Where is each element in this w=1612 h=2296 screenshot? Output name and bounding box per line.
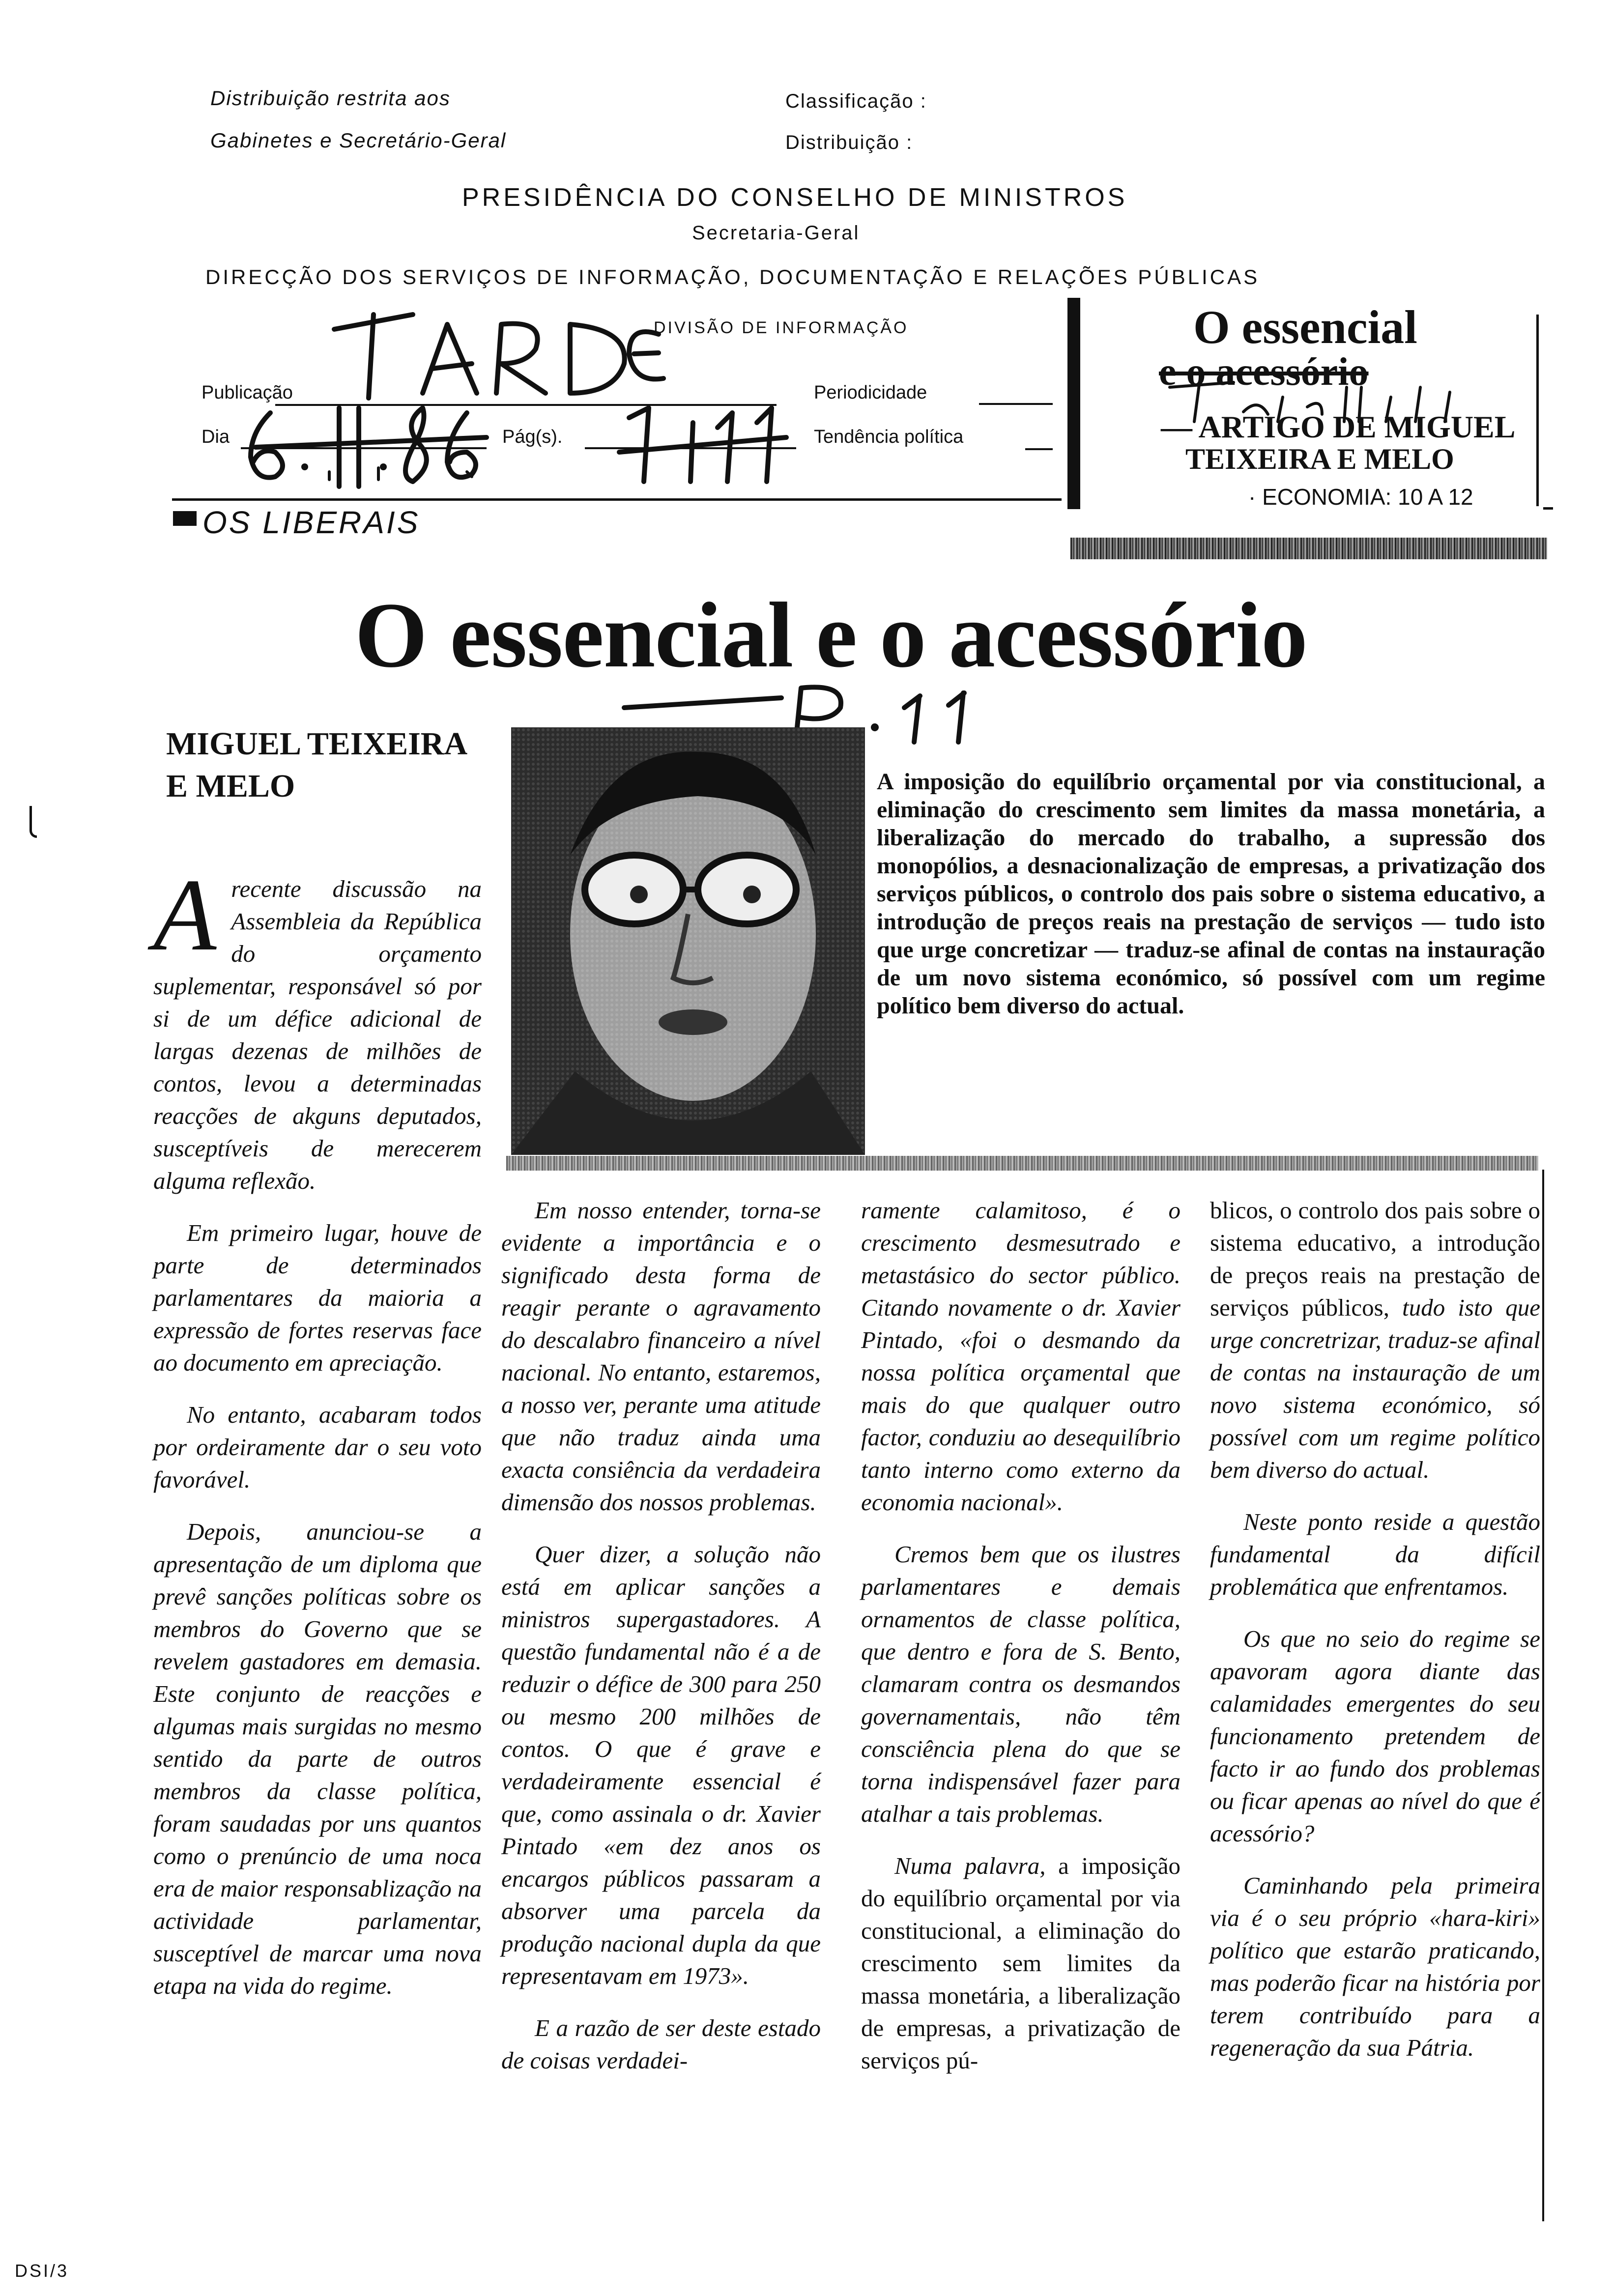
publication-label: Publicação (202, 382, 293, 403)
clipping-section: · ECONOMIA: 10 A 12 (1248, 484, 1473, 510)
paragraph: Em nosso entender, torna-se evidente a importância e o significado desta forma de reagir perante o agravamento do descalabro financeiro a nível nacional. No entanto, estaremos, a nosso ver, perante uma atitude que não traduz ainda uma exacta consiência da verdadeira dimensão dos nossos problemas. (501, 1197, 821, 1516)
directorate-heading: DIRECÇÃO DOS SERVIÇOS DE INFORMAÇÃO, DOCUMENTAÇÃO E RELAÇÕES PÚBLICAS (205, 265, 1260, 288)
article-lead: A imposição do equilíbrio orçamental por via constitucional, a eliminação do crescimento sem limites da massa monetária, a liberalização do mercado do trabalho, a supressão dos monopólios, a desnacionalização de empresas, a privatização dos serviços públicos, o controlo dos pais sobre o sistema educativo, a introdução de preços reais na prestação de serviços — tudo isto que urge concretizar — traduz-se afinal de contas na instauração de um novo sistema económico, só possível com um regime político bem diverso do actual. (877, 769, 1545, 1019)
article-column-3 (861, 1194, 1180, 2096)
clipping-byline-line2: TEIXEIRA E MELO (1185, 443, 1454, 475)
restriction-note-line2: Gabinetes e Secretário-Geral (210, 129, 507, 152)
distribution-label: Distribuição : (785, 132, 913, 153)
section-tag: OS LIBERAIS (202, 505, 420, 540)
political-trend-field-line (1025, 448, 1053, 450)
paragraph: Arecente discussão na Assembleia da República do orçamento suplementar, responsável só por si de um défice adicional de largas dezenas de milhões de contos, levou a determinadas reacções de akguns deputados, susceptíveis de merecerem alguma reflexão. (153, 858, 482, 1194)
pages-label: Pág(s). (502, 427, 563, 447)
periodicity-field-line (979, 403, 1053, 405)
paragraph: No entanto, acabaram todos por ordeiramente dar o seu voto favorável. (153, 1401, 482, 1493)
headline: O essencial e o acessório (355, 584, 1307, 687)
author-photo (511, 727, 865, 1155)
article-column-2 (501, 1194, 821, 2096)
periodicity-label: Periodicidade (814, 382, 927, 403)
paragraph: Em primeiro lugar, houve de parte de determinados parlamentares da maioria a expressão de fortes reservas face ao documento em apreciação. (153, 1219, 482, 1376)
paragraph: Neste ponto reside a questão fundamental da difícil problemática que enfrentamos. (1210, 1508, 1540, 1600)
handwritten-pages (609, 398, 796, 487)
clipping-right-rule (1536, 315, 1539, 506)
political-trend-label: Tendência política (814, 427, 964, 447)
paragraph: blicos, o controlo dos pais sobre o sistema educativo, a introdução de preços reais na prestação de serviços públicos, tudo isto que urge concretrizar, traduz-se afinal de contas na instauração de um novo sistema económico, só possível com um regime político bem diverso do actual. (1210, 1197, 1540, 1483)
paragraph: Os que no seio do regime se apavoram agora diante das calamidades emergentes do seu funcionamento pretendem de facto ir ao fundo dos problemas ou ficar apenas ao nível do que é acessório? (1210, 1625, 1540, 1847)
section-tag-icon (173, 511, 197, 526)
paragraph: E a razão de ser deste estado de coisas verdadei- (501, 2014, 821, 2074)
article-column-4 (1210, 1194, 1540, 2084)
top-rule (172, 498, 1062, 501)
paragraph: Numa palavra, a imposição do equilíbrio orçamental por via constitucional, a eliminação do crescimento sem limites da massa monetária, a liberalização de empresas, a privatização de serviços pú- (861, 1852, 1181, 2074)
document-code: DSI/3 (15, 2261, 69, 2281)
author-name-line2: E MELO (166, 768, 295, 804)
secretariat-heading: Secretaria-Geral (692, 222, 860, 244)
photo-caption-band (506, 1156, 1538, 1171)
paragraph: Depois, anunciou-se a apresentação de um diploma que prevê sanções políticas sobre os membros do Governo que se revelem gastadores em demasia. Este conjunto de reacções e algumas mais surgidas no mesmo sentido da parte de outros membros da classe política, foram saudadas por uns quantos como o prenúncio de uma noca era de maior responsablização na actividade parlamentar, susceptível de marcar uma nova etapa na vida do regime. (153, 1518, 482, 1999)
division-heading: DIVISÃO DE INFORMAÇÃO (654, 318, 909, 337)
article-right-rule (1542, 1170, 1544, 2221)
presidency-heading: PRESIDÊNCIA DO CONSELHO DE MINISTROS (462, 183, 1128, 212)
clipping-byline-line1: — ARTIGO DE MIGUEL (1161, 409, 1516, 444)
paragraph: Caminhando pela primeira via é o seu próprio «hara-kiri» político que estarão praticando, mas poderão ficar na história por terem contribuído para a regeneração da sua Pátria. (1210, 1872, 1540, 2061)
clipping-title-line1: O essencial (1193, 301, 1417, 353)
day-label: Dia (202, 427, 230, 447)
author-name-line1: MIGUEL TEIXEIRA (166, 726, 468, 762)
clipping-corner-mark (1543, 507, 1553, 510)
header-texture-band (1070, 538, 1547, 559)
paragraph: ramente calamitoso, é o crescimento desmesutrado e metastásico do sector público. Citando novamente o dr. Xavier Pintado, «foi o desmando da nossa política orçamental que mais do que qualquer outro factor, conduziu ao desequilíbrio tanto interno como externo da economia nacional». (861, 1197, 1180, 1516)
paragraph: Quer dizer, a solução não está em aplicar sanções a ministros supergastadores. A questão fundamental não é a de reduzir o défice de 300 para 250 ou mesmo 200 milhões de contos. O que é grave e verdadeiramente essencial é que, como assinala o dr. Xavier Pintado «em dez anos os encargos públicos passaram a absorver uma parcela da produção nacional dupla da que representavam em 1973». (501, 1541, 821, 1989)
handwritten-publication-name (315, 295, 668, 403)
scan-mark-left (29, 806, 37, 838)
restriction-note-line1: Distribuição restrita aos (210, 86, 451, 110)
paragraph: Cremos bem que os ilustres parlamentares e demais ornamentos de classe política, que dentro e fora de S. Bento, clamaram contra os desmandos governamentais, não têm consciência plena do que se torna indispensável fazer para atalhar a tais problemas. (861, 1541, 1180, 1827)
article-column-1 (153, 858, 482, 2022)
drop-cap: A (153, 858, 217, 972)
clipping-title-line2: e o acessório (1159, 350, 1369, 394)
clipping-divider-bar (1067, 298, 1080, 509)
classification-label: Classificação : (785, 90, 927, 112)
handwritten-marks (324, 462, 482, 482)
handwritten-clipping-note (1160, 368, 1474, 427)
